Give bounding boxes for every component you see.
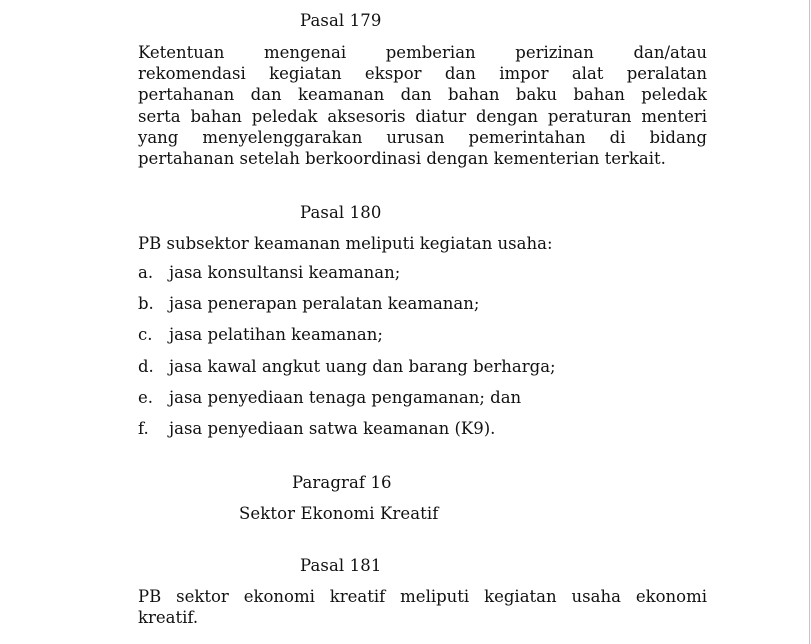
pasal-180-intro: PB subsektor keamanan meliputi kegiatan usaha:: [138, 234, 553, 253]
pasal-179-line: pertahanan setelah berkoordinasi dengan kementerian terkait.: [138, 149, 666, 169]
list-marker: c.: [138, 325, 153, 345]
list-marker: a.: [138, 263, 154, 282]
pasal-180-list: [138, 263, 556, 450]
pasal-181-body: [138, 586, 707, 628]
paragraf-16-heading: Paragraf 16: [292, 473, 392, 492]
pasal-180-heading: Pasal 180: [300, 203, 382, 222]
pasal-179-line: pertahanan dan keamanan dan bahan baku bahan peledak: [138, 85, 707, 105]
list-item: [138, 294, 556, 325]
pasal-179-heading: Pasal 179: [300, 11, 382, 30]
pasal-181-line: kreatif.: [138, 608, 199, 628]
list-item: [138, 419, 556, 450]
paragraf-16-subtitle: Sektor Ekonomi Kreatif: [239, 504, 439, 523]
pasal-179-line: serta bahan peledak aksesoris diatur dengan peraturan menteri: [138, 106, 707, 126]
list-marker: d.: [138, 356, 154, 376]
list-item: [138, 325, 556, 356]
list-item-text: jasa penyediaan tenaga pengamanan; dan: [169, 387, 522, 407]
pasal-181-line: PB sektor ekonomi kreatif meliputi kegiatan usaha ekonomi: [138, 587, 707, 606]
list-marker: f.: [138, 418, 149, 438]
pasal-179-line: yang menyelenggarakan urusan pemerintahan di bidang: [138, 127, 707, 147]
pasal-179-line: Ketentuan mengenai pemberian perizinan dan/atau: [138, 43, 707, 62]
pasal-179-body: [138, 42, 707, 169]
page-edge-divider: [809, 0, 810, 644]
list-item: [138, 357, 556, 388]
list-item: [138, 388, 556, 419]
list-item-text: jasa konsultansi keamanan;: [169, 263, 401, 282]
list-item-text: jasa kawal angkut uang dan barang berharga;: [169, 356, 556, 376]
list-item-text: jasa penerapan peralatan keamanan;: [169, 294, 480, 314]
pasal-179-line: rekomendasi kegiatan ekspor dan impor alat peralatan: [138, 64, 707, 84]
list-item-text: jasa pelatihan keamanan;: [169, 325, 383, 345]
pasal-181-heading: Pasal 181: [300, 556, 382, 575]
list-marker: b.: [138, 294, 154, 314]
list-item: [138, 263, 556, 294]
list-item-text: jasa penyediaan satwa keamanan (K9).: [169, 418, 496, 438]
list-marker: e.: [138, 387, 154, 407]
